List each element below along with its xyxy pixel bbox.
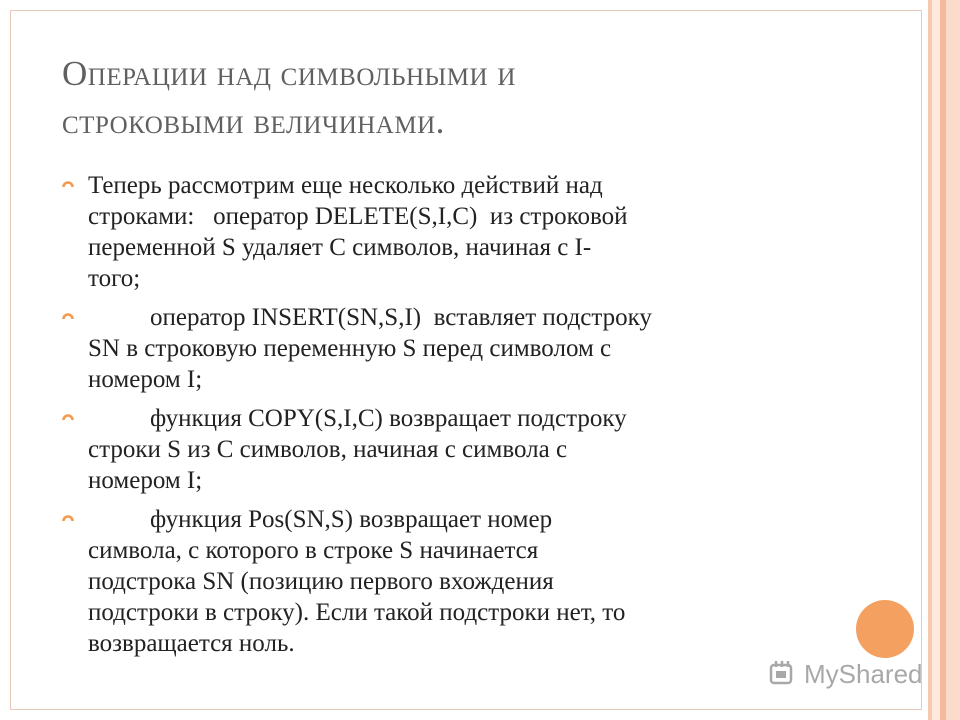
bullet-line: строками: оператор DELETE(S,I,C) из строковой <box>88 203 628 230</box>
bullet-line: функция Pos(SN,S) возвращает номер <box>150 506 553 533</box>
decorative-side-stripes <box>922 0 960 720</box>
bullet-line: номером I; <box>88 467 203 494</box>
bullet-line: номером I; <box>88 366 203 393</box>
bullet-line: символа, с которого в строке S начинается <box>88 537 539 564</box>
bullet-line: функция COPY(S,I,C) возвращает подстроку <box>150 405 627 432</box>
bullet-icon <box>62 411 74 423</box>
bullet-line: возвращается ноль. <box>88 630 295 657</box>
watermark <box>768 655 923 693</box>
bullet-line: переменной S удаляет C символов, начиная с I- <box>88 234 592 261</box>
bullet-icon <box>62 310 74 322</box>
bullet-line: строки S из C символов, начиная с символа с <box>88 436 568 463</box>
bullet-item <box>62 302 822 395</box>
watermark-text: MyShared <box>804 658 923 689</box>
bullet-line: подстрока SN (позицию первого вхождения <box>88 568 554 595</box>
bullet-line: оператор INSERT(SN,S,I) вставляет подстроку <box>150 304 652 331</box>
bullet-list <box>62 170 822 667</box>
bullet-line: того; <box>88 265 141 292</box>
bullet-item <box>62 504 822 659</box>
bullet-line: Теперь рассмотрим еще несколько действий над <box>88 172 603 199</box>
bullet-line: SN в строковую переменную S перед символом с <box>88 335 612 362</box>
bullet-item <box>62 170 822 294</box>
bullet-item <box>62 403 822 496</box>
title-line-1: Операции над символьными и <box>62 54 516 93</box>
decorative-orange-circle <box>856 600 914 658</box>
bullet-icon <box>62 178 74 190</box>
title-line-2: строковыми величинами. <box>62 102 445 141</box>
bullet-icon <box>62 512 74 524</box>
bullet-line: подстроки в строку). Если такой подстроки нет, то <box>88 599 626 626</box>
slide-title <box>62 50 822 146</box>
myshared-logo-icon <box>768 659 798 689</box>
